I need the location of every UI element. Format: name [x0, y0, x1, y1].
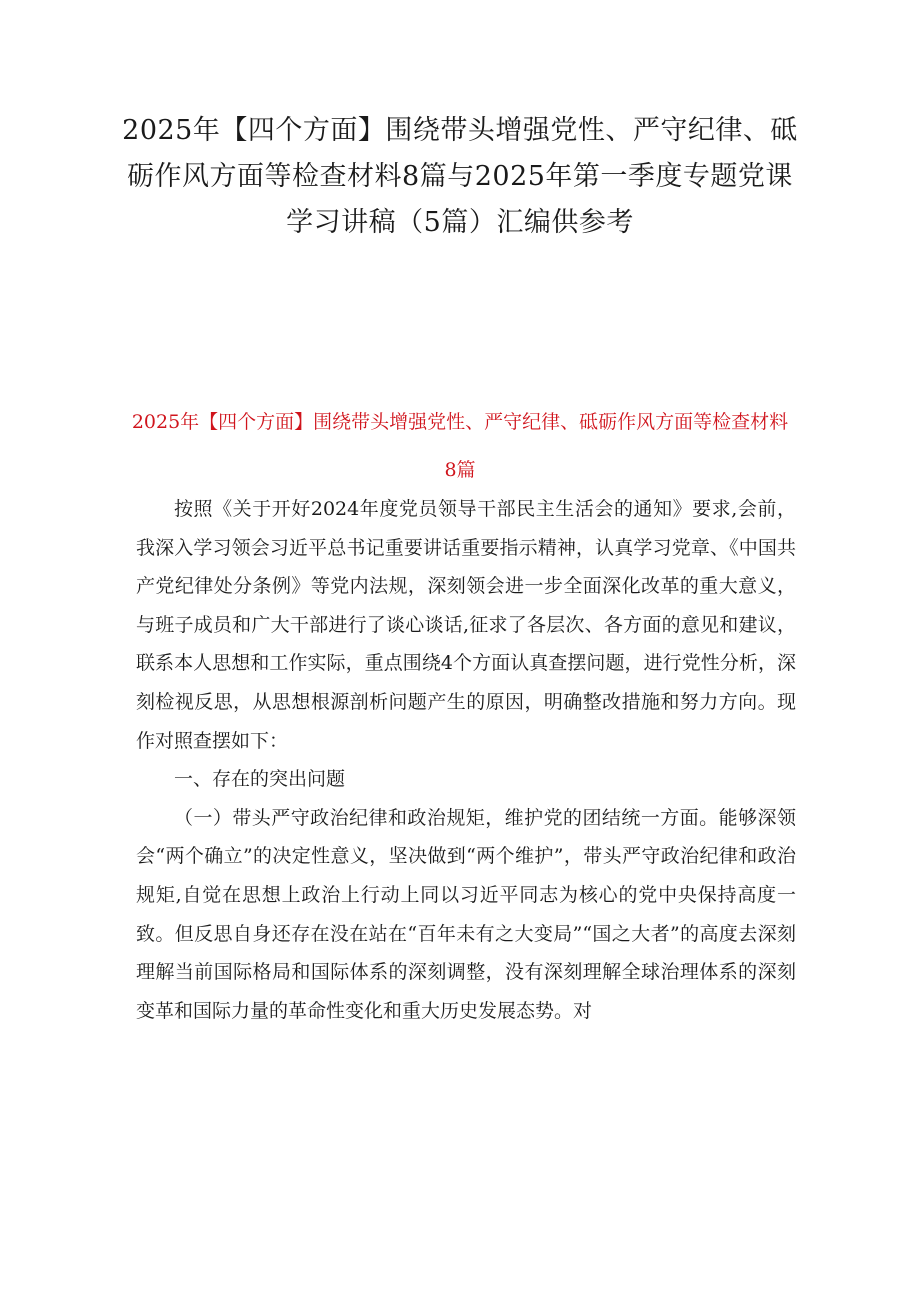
section-title: 2025年【四个方面】围绕带头增强党性、严守纪律、砥砺作风方面等检查材料8篇: [131, 411, 789, 481]
paragraph-intro: 按照《关于开好2024年度党员领导干部民主生活会的通知》要求,会前，我深入学习领会习近平总书记重要讲话重要指示精神，认真学习党章、《中国共产党纪律处分条例》等党内法规，深刻领会进一步全面深化改革的重大意义，与班子成员和广大干部进行了谈心谈话,征求了各层次、各方面的意见和建议，联系本人思想和工作实际，重点围绕4个方面认真查摆问题，进行党性分析，深刻检视反思，从思想根源剖析问题产生的原因，明确整改措施和努力方向。现作对照查摆如下：: [136, 498, 796, 752]
document-body: [136, 490, 796, 1030]
paragraph-political-discipline: （一）带头严守政治纪律和政治规矩，维护党的团结统一方面。能够深领会“两个确立”的决定性意义，坚决做到“两个维护”，带头严守政治纪律和政治规矩,自觉在思想上政治上行动上同以习近平同志为核心的党中央保持高度一致。但反思自身还存在没在站在“百年未有之大变局”“国之大者”的高度去深刻理解当前国际格局和国际体系的深刻调整，没有深刻理解全球治理体系的深刻变革和国际力量的革命性变化和重大历史发展态势。对: [136, 806, 796, 1022]
paragraph-heading-problems: 一、存在的突出问题: [174, 768, 346, 791]
document-title: 2025年【四个方面】围绕带头增强党性、严守纪律、砥砺作风方面等检查材料8篇与2025年第一季度专题党课学习讲稿（5篇）汇编供参考: [122, 115, 798, 238]
